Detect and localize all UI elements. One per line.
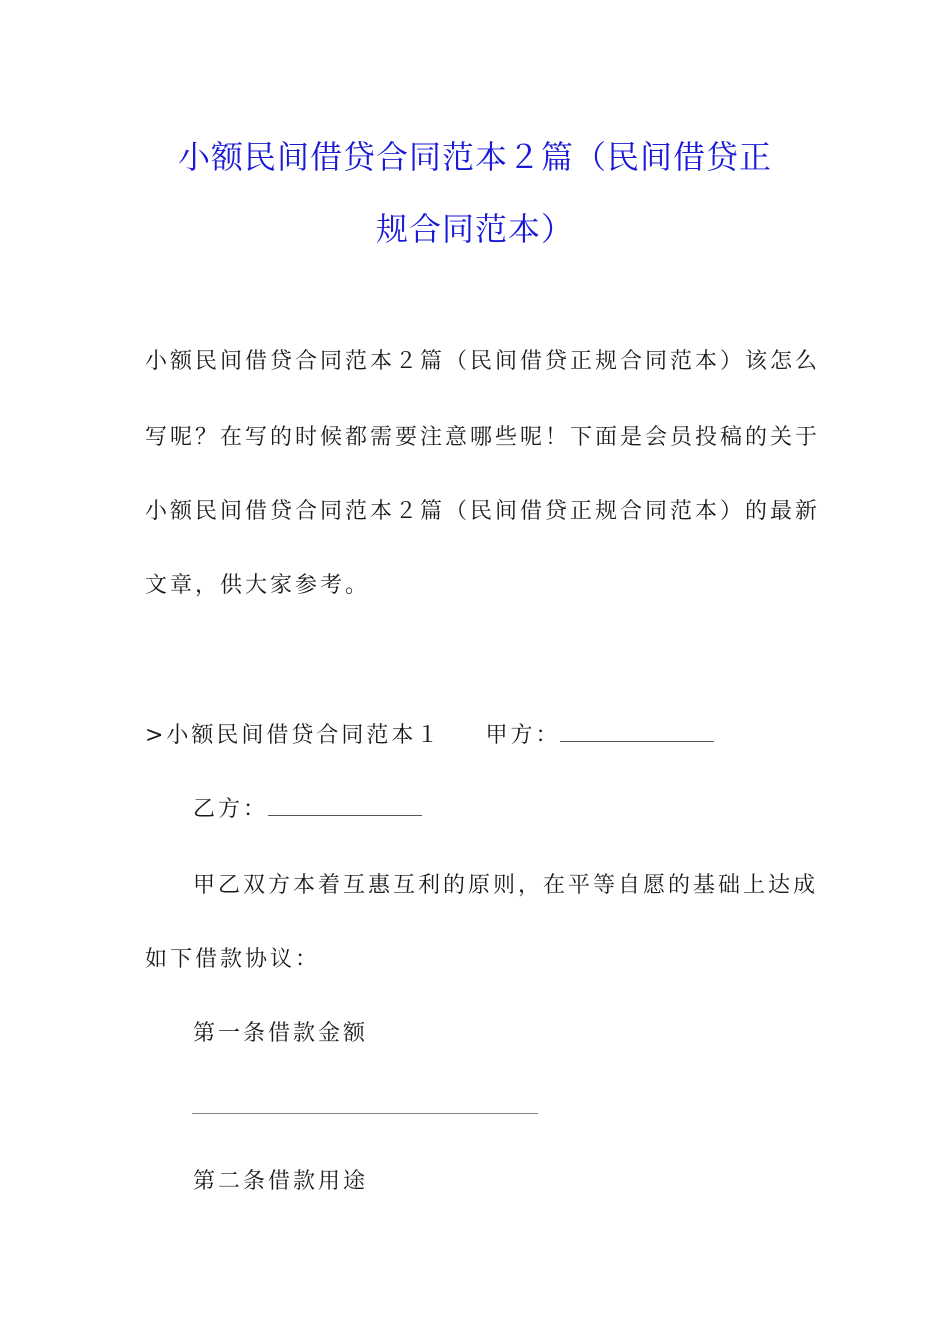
article-2-heading: 第二条借款用途 [193,1169,369,1194]
party-b-blank [268,797,422,816]
title-line-1: 小额民间借贷合同范本２篇（民间借贷正 [177,138,772,176]
agreement-line-2: 如下借款协议： [145,947,321,972]
agreement-line-1: 甲乙双方本着互惠互利的原则，在平等自愿的基础上达成 [193,873,819,898]
article-1-heading: 第一条借款金额 [193,1021,369,1046]
contract-heading-row [145,718,714,749]
party-a-blank [560,723,714,742]
intro-line-1: 小额民间借贷合同范本２篇（民间借贷正规合同范本）该怎么 [145,349,821,374]
loan-amount-blank [192,1113,538,1114]
party-b-label: 乙方： [193,797,269,822]
party-b-row [193,792,422,823]
title-line-2: 规合同范本） [375,210,574,248]
party-a-label: 甲方： [485,723,561,748]
intro-line-4: 文章，供大家参考。 [145,573,371,598]
intro-line-2: 写呢？在写的时候都需要注意哪些呢！下面是会员投稿的关于 [145,425,821,450]
contract-heading: >小额民间借贷合同范本１ [145,723,442,748]
intro-line-3: 小额民间借贷合同范本２篇（民间借贷正规合同范本）的最新 [145,499,821,524]
